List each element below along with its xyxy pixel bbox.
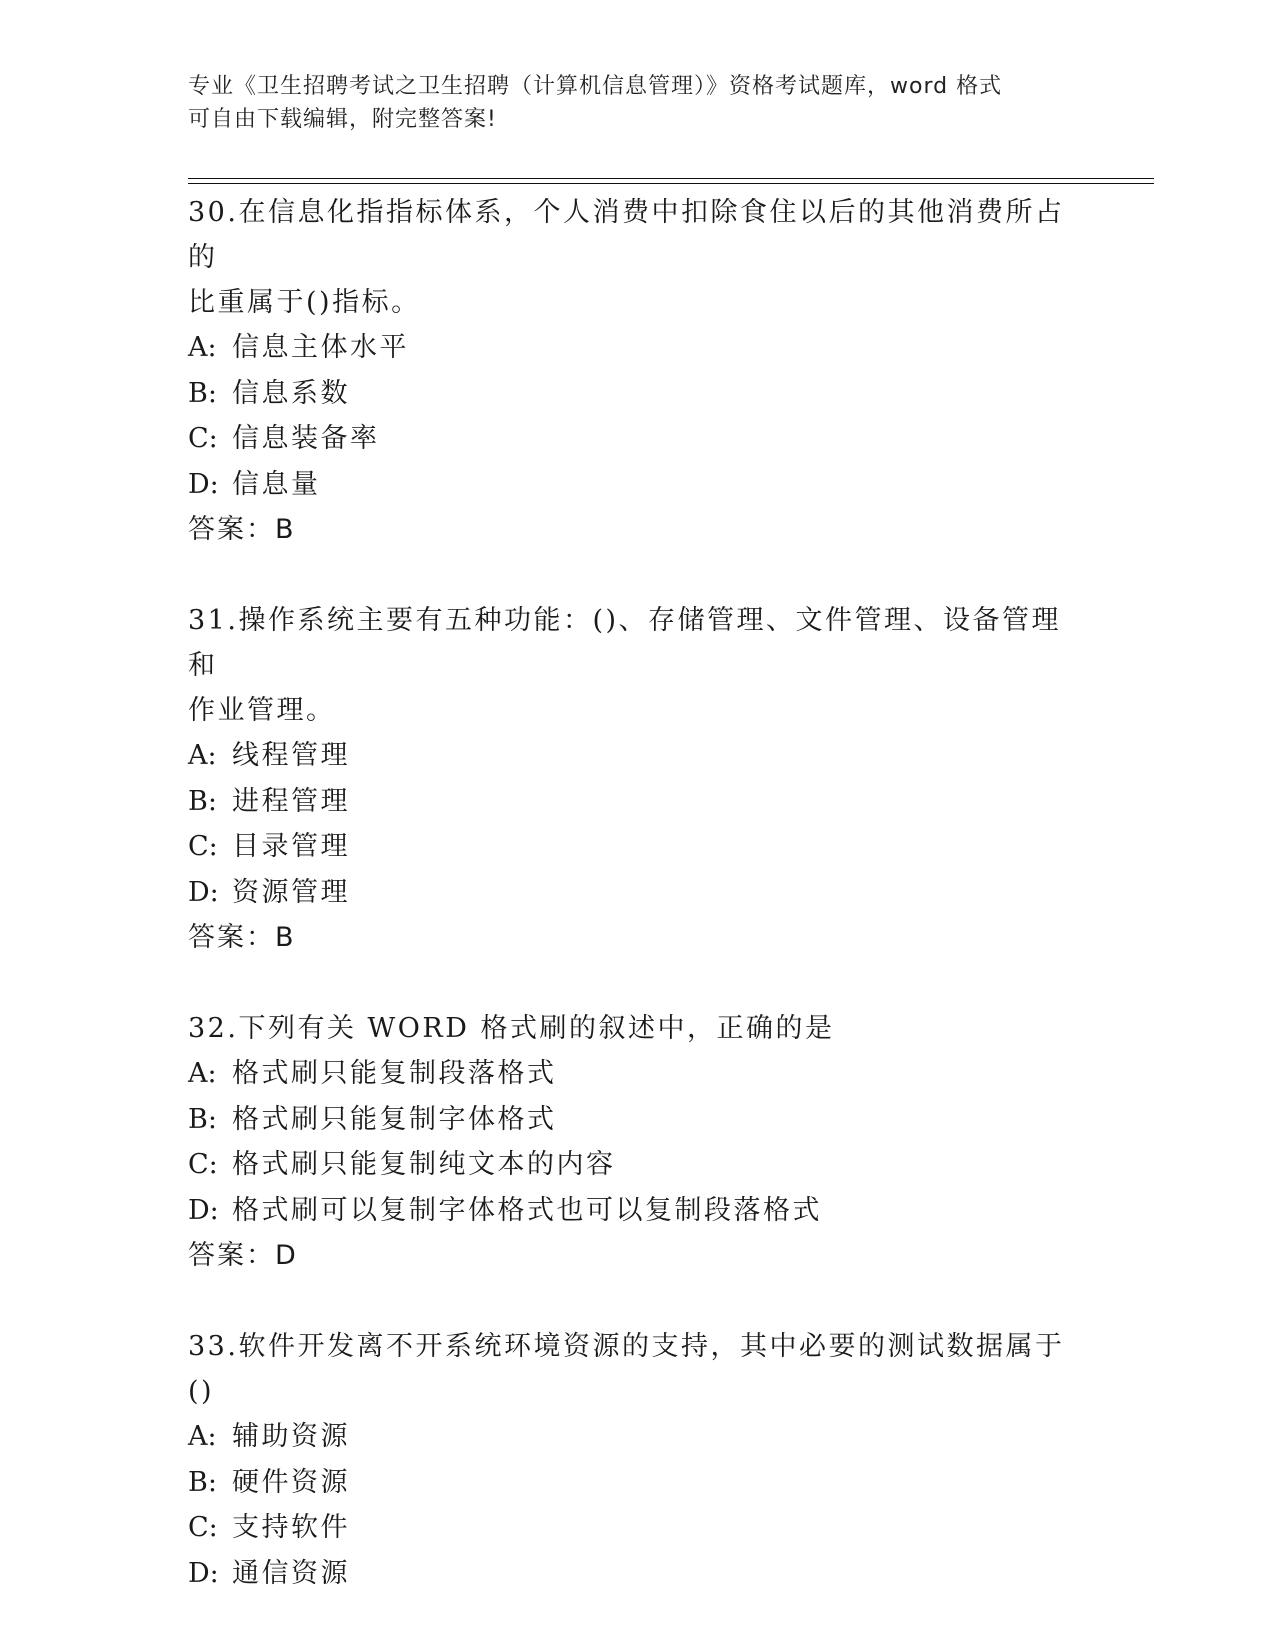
option-text: 目录管理 — [232, 831, 350, 862]
option-b — [188, 779, 1088, 825]
option-letter: D: — [188, 468, 219, 500]
option-text: 格式刷只能复制纯文本的内容 — [232, 1149, 616, 1180]
answer-line: 答案：B — [188, 514, 296, 545]
option-letter: A: — [188, 740, 217, 771]
option-text: 信息装备率 — [232, 423, 380, 454]
answer-line: 答案：B — [188, 922, 296, 953]
option-d — [188, 870, 1088, 916]
option-b — [188, 371, 1088, 417]
option-d — [188, 1188, 1088, 1234]
option-letter: D: — [188, 1194, 219, 1226]
header-divider-top — [188, 178, 1154, 179]
option-text: 辅助资源 — [232, 1421, 350, 1452]
option-letter: B: — [188, 377, 217, 409]
option-text: 资源管理 — [232, 876, 350, 908]
option-text: 信息系数 — [232, 377, 350, 409]
question-stem-line: 33.软件开发离不开系统环境资源的支持，其中必要的测试数据属于() — [188, 1331, 1065, 1407]
option-letter: A: — [188, 1058, 217, 1089]
question-stem-line: 比重属于()指标。 — [188, 287, 421, 318]
option-letter: C: — [188, 1512, 218, 1543]
header-line-1: 专业《卫生招聘考试之卫生招聘（计算机信息管理）》资格考试题库，word 格式 — [188, 74, 1003, 99]
option-b — [188, 1097, 1088, 1143]
option-text: 进程管理 — [232, 785, 350, 817]
option-letter: C: — [188, 423, 218, 454]
option-d — [188, 462, 1088, 508]
option-letter: B: — [188, 1466, 217, 1498]
option-letter: A: — [188, 332, 217, 363]
question-32 — [188, 1006, 1088, 1278]
option-a — [188, 1414, 1088, 1460]
option-a — [188, 733, 1088, 779]
answer-line: 答案：D — [188, 1240, 298, 1271]
question-list — [188, 190, 1088, 1642]
option-c — [188, 824, 1088, 870]
header-divider-bottom — [188, 183, 1154, 184]
option-text: 格式刷只能复制字体格式 — [232, 1103, 557, 1135]
option-letter: A: — [188, 1421, 217, 1452]
option-letter: C: — [188, 1149, 218, 1180]
option-text: 格式刷可以复制字体格式也可以复制段落格式 — [232, 1194, 822, 1226]
option-letter: C: — [188, 831, 218, 862]
question-33 — [188, 1324, 1088, 1596]
question-stem-line: 31.操作系统主要有五种功能：()、存储管理、文件管理、设备管理和 — [188, 605, 1062, 681]
document-header — [188, 70, 1088, 136]
option-letter: D: — [188, 876, 219, 908]
option-c — [188, 1142, 1088, 1188]
option-text: 格式刷只能复制段落格式 — [232, 1058, 557, 1089]
question-30 — [188, 190, 1088, 552]
option-letter: B: — [188, 785, 217, 817]
option-text: 信息主体水平 — [232, 332, 409, 363]
header-line-2: 可自由下载编辑，附完整答案! — [188, 107, 497, 132]
option-c — [188, 416, 1088, 462]
question-stem-line: 作业管理。 — [188, 695, 336, 726]
question-stem-line: 32.下列有关 WORD 格式刷的叙述中，正确的是 — [188, 1013, 835, 1044]
option-d — [188, 1551, 1088, 1597]
option-text: 硬件资源 — [232, 1466, 350, 1498]
question-31 — [188, 598, 1088, 960]
option-a — [188, 325, 1088, 371]
option-a — [188, 1051, 1088, 1097]
option-text: 线程管理 — [232, 740, 350, 771]
option-b — [188, 1460, 1088, 1506]
option-text: 信息量 — [232, 468, 321, 500]
question-stem-line: 30.在信息化指指标体系，个人消费中扣除食住以后的其他消费所占的 — [188, 197, 1065, 273]
option-text: 支持软件 — [232, 1512, 350, 1543]
option-letter: B: — [188, 1103, 217, 1135]
option-c — [188, 1505, 1088, 1551]
option-text: 通信资源 — [232, 1557, 350, 1589]
option-letter: D: — [188, 1557, 219, 1589]
